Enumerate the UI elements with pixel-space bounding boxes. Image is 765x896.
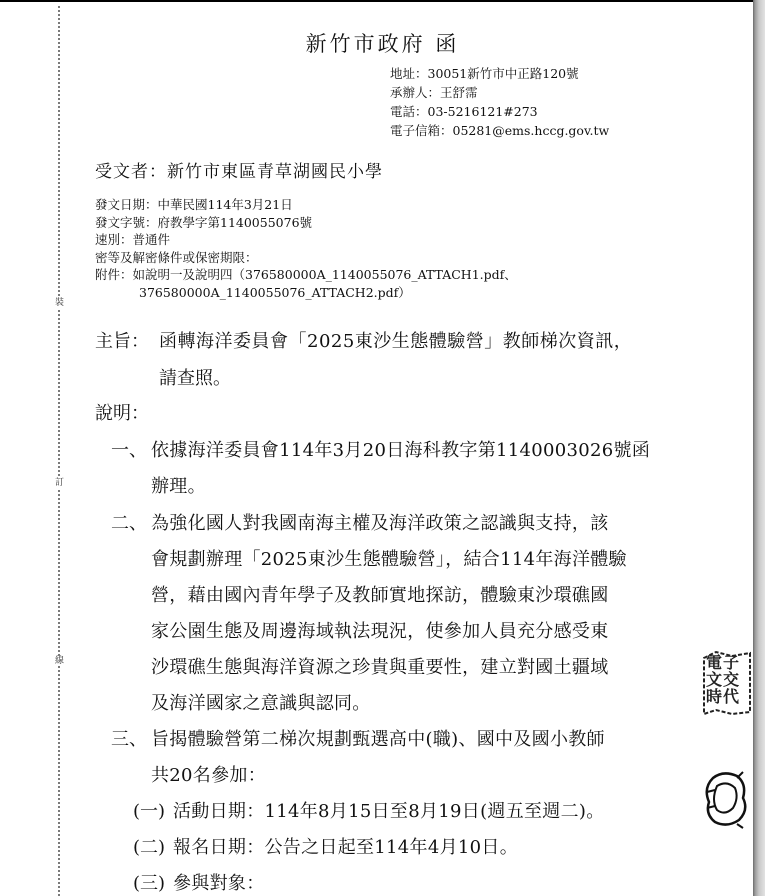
sub-item-2-text: 報名日期：公告之日起至114年4月10日。 [173,837,519,858]
phone-line: 電話：03-5216121#273 [390,104,538,119]
item-1-line-2: 辦理。 [151,476,206,497]
exchange-stamp-text [706,654,740,705]
item-1-line-1: 依據海洋委員會114年3月20日海科教字第1140003026號函 [151,440,651,461]
stamp-text-line-1: 電子 [706,653,741,672]
issue-number: 發文字號：府教學字第1140055076號 [95,214,313,230]
email-line: 電子信箱：05281@ems.hccg.gov.tw [390,123,610,138]
handler-line: 承辦人：王舒霈 [390,85,478,100]
stamp-text-line-3: 時代 [706,687,741,706]
sub-item-1-text: 活動日期：114年8月15日至8月19日(週五至週二)。 [173,801,605,822]
stamp-text-line-2: 文交 [706,670,741,689]
issue-date: 發文日期：中華民國114年3月21日 [95,197,293,212]
contact-block [390,64,609,140]
item-3-number: 三、 [111,729,147,750]
meta-block [95,196,517,301]
binding-mark-top: 裝 [55,298,65,308]
item-2-line-4: 家公園生態及周邊海域執法現況，使參加人員充分感受東 [151,621,609,642]
item-2-line-6: 及海洋國家之意識與認同。 [151,693,371,714]
document-title: 新竹市政府 函 [305,32,460,56]
item-3-line-1: 旨揭體驗營第二梯次規劃甄選高中(職)、國中及國小教師 [151,729,605,750]
explanation-label: 說明： [95,403,149,424]
item-2-line-2: 會規劃辦理「2025東沙生態體驗營」，結合114年海洋體驗 [151,549,627,570]
item-2-line-1: 為強化國人對我國南海主權及海洋政策之認識與支持，該 [151,513,609,534]
sub-item-2-number: (二) [133,837,166,858]
binding-mark-middle: 訂 [55,478,65,488]
subject-label: 主旨： [95,331,149,352]
item-3-line-2: 共20名參加： [151,765,267,786]
item-1-number: 一、 [111,440,147,461]
page-top-border [0,0,765,2]
attachment-line-2: 376580000A_1140055076_ATTACH2.pdf） [139,284,411,300]
sub-item-3-number: (三) [133,873,166,894]
speed: 速別：普通件 [95,232,171,247]
subject-line-1: 函轉海洋委員會「2025東沙生態體驗營」教師梯次資訊， [159,331,633,352]
sub-item-3-text: 參與對象： [173,873,265,894]
item-2-line-3: 營，藉由國內青年學子及教師實地探訪，體驗東沙環礁國 [151,585,609,606]
security-level: 密等及解密條件或保密期限： [95,249,258,265]
recipient: 受文者：新竹市東區青草湖國民小學 [95,162,383,182]
seal-icon [703,768,749,830]
binding-mark-bottom: 線 [55,656,65,666]
binding-line [58,6,60,896]
page-right-shadow [753,0,765,896]
address-line: 地址：30051新竹市中正路120號 [390,66,579,81]
item-2-line-5: 沙環礁生態與海洋資源之珍貴與重要性，建立對國土疆域 [151,657,609,678]
sub-item-1-number: (一) [133,801,166,822]
subject-line-2: 請查照。 [159,368,231,389]
attachment-line-1: 附件：如說明一及說明四（376580000A_1140055076_ATTACH1.pdf、 [95,267,517,282]
item-2-number: 二、 [111,513,147,534]
